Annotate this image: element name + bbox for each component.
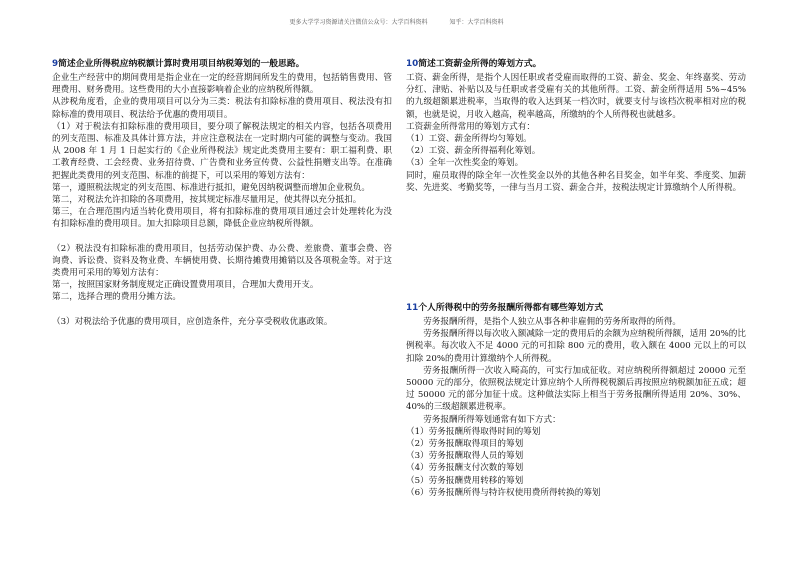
- list-item: （1）劳务报酬所得取得时间的筹划: [406, 426, 541, 437]
- question-10-title-text: 简述工资薪金所得的筹划方式。: [418, 59, 542, 69]
- paragraph: 工资薪金所得常用的筹划方式有：: [406, 121, 535, 132]
- list-item: （1）工资、薪金所得均匀筹划。: [406, 134, 532, 145]
- question-10-number: 10: [406, 59, 419, 69]
- paragraph: 从涉税角度看，企业的费用项目可以分为三类：税法有扣除标准的费用项目、税法没有扣除标准的费用项目、税法给予优惠的费用项目。: [52, 97, 392, 120]
- question-10-title: [406, 58, 746, 71]
- list-item: （4）劳务报酬支付次数的筹划: [406, 463, 524, 474]
- paragraph: 企业生产经营中的期间费用是指企业在一定的经营期间所发生的费用，包括销售费用、管理费用、财务费用。这些费用的大小直接影响着企业的应纳税所得额。: [52, 73, 392, 96]
- question-11-title-text: 个人所得税中的劳务报酬所得都有哪些筹划方式: [418, 303, 603, 314]
- spacer: [52, 231, 392, 243]
- paragraph: 同时，雇员取得的除全年一次性奖金以外的其他各种名目奖金，如半年奖、季度奖、加薪奖、先进奖、考勤奖等，一律与当月工资、薪金合并，按税法规定计算缴纳个人所得税。: [406, 170, 746, 193]
- question-9-number: 9: [52, 59, 59, 69]
- spacer: [406, 194, 746, 302]
- paragraph: 劳务报酬所得筹划通常有如下方式：: [423, 414, 561, 425]
- header-right-text: 知乎：大学百科资料: [449, 19, 504, 26]
- paragraph: 工资、薪金所得，是指个人因任职或者受雇而取得的工资、薪金、奖金、年终嘉奖、劳动分红、津贴、补贴以及与任职或者受雇有关的其他所得。工资、薪金所得适用 5%~45%的九级超额累进税率，当取得的收入达到某一档次时，就要支付与该档次税率相对应的税额，也就是说，月收入越高，税率越高，所缴纳的个人所得税也就越多。: [406, 73, 746, 120]
- list-item: （3）全年一次性奖金的筹划。: [406, 158, 524, 169]
- paragraph: 第三，在合理范围内适当转化费用项目，将有扣除标准的费用项目通过会计处理转化为没有扣除标准的费用项目。加大扣除项目总额，降低企业应纳税所得额。: [52, 207, 392, 230]
- paragraph: 劳务报酬所得以每次收入额减除一定的费用后的余额为应纳税所得额，适用 20%的比例税率。每次收入不足 4000 元的可扣除 800 元的费用，收入额在 4000 元以上的可以扣除 20%的费用计算缴纳个人所得税。: [406, 329, 746, 364]
- question-11-title: [406, 302, 746, 315]
- paragraph: （1）对于税法有扣除标准的费用项目，要分项了解税法规定的相关内容，包括各项费用的列支范围、标准及具体计算方法，并应注意税法在一定时期内可能的调整与变动。我国从 2008 年 1 月 1 日起实行的《企业所得税法》规定此类费用主要有：职工福利费、职工教育经费、工会经费、业务招待费、广告费和业务宣传费、公益性捐赠支出等。在准确把握此类费用的列支范围、标准的前提下，可以采用的筹划方法有：: [52, 121, 392, 181]
- paragraph: 第二，选择合理的费用分摊方法。: [52, 292, 181, 303]
- list-item: （3）劳务报酬取得人员的筹划: [406, 451, 524, 462]
- paragraph: 劳务报酬所得，是指个人独立从事各种非雇佣的劳务所取得的所得。: [423, 317, 682, 328]
- left-column: [52, 58, 392, 328]
- paragraph: （2）税法没有扣除标准的费用项目，包括劳动保护费、办公费、差旅费、董事会费、咨询费、诉讼费、资料及物业费、车辆使用费、长期待摊费用摊销以及各项税金等。对于这类费用可采用的筹划方法有：: [52, 243, 392, 279]
- list-item: （6）劳务报酬所得与特许权使用费所得转换的筹划: [406, 487, 601, 498]
- paragraph: 第一，遵照税法规定的列支范围、标准进行抵扣，避免因纳税调整而增加企业税负。: [52, 182, 370, 193]
- paragraph: 第一，按照国家财务制度规定正确设置费用项目，合理加大费用开支。: [52, 280, 319, 291]
- list-item: （2）工资、薪金所得福利化筹划。: [406, 146, 541, 157]
- question-11-number: 11: [406, 303, 419, 314]
- page-header: [0, 17, 793, 26]
- spacer: [52, 304, 392, 316]
- right-column: [406, 58, 746, 499]
- list-item: （2）劳务报酬取得项目的筹划: [406, 439, 524, 450]
- question-9-title-text: 简述企业所得税应纳税额计算时费用项目纳税筹划的一般思路。: [58, 59, 305, 69]
- paragraph: 劳务报酬所得一次收入畸高的，可实行加成征收。对应纳税所得额超过 20000 元至 50000 元的部分，依照税法规定计算应纳个人所得税税额后再按照应纳税额加征五成；超过 50000 元的部分加征十成。这种做法实际上相当于劳务报酬所得适用 20%、30%、40%的三级超额累进税率。: [406, 365, 746, 413]
- paragraph: （3）对税法给予优惠的费用项目，应创造条件，充分享受税收优惠政策。: [52, 316, 333, 327]
- header-left-text: 更多大学学习资源请关注微信公众号：大学百科资料: [289, 19, 428, 26]
- list-item: （5）劳务报酬费用转移的筹划: [406, 475, 524, 486]
- paragraph: 第二，对税法允许扣除的各项费用，按其规定标准尽量用足，使其得以充分抵扣。: [52, 195, 362, 206]
- question-9-title: [52, 58, 392, 71]
